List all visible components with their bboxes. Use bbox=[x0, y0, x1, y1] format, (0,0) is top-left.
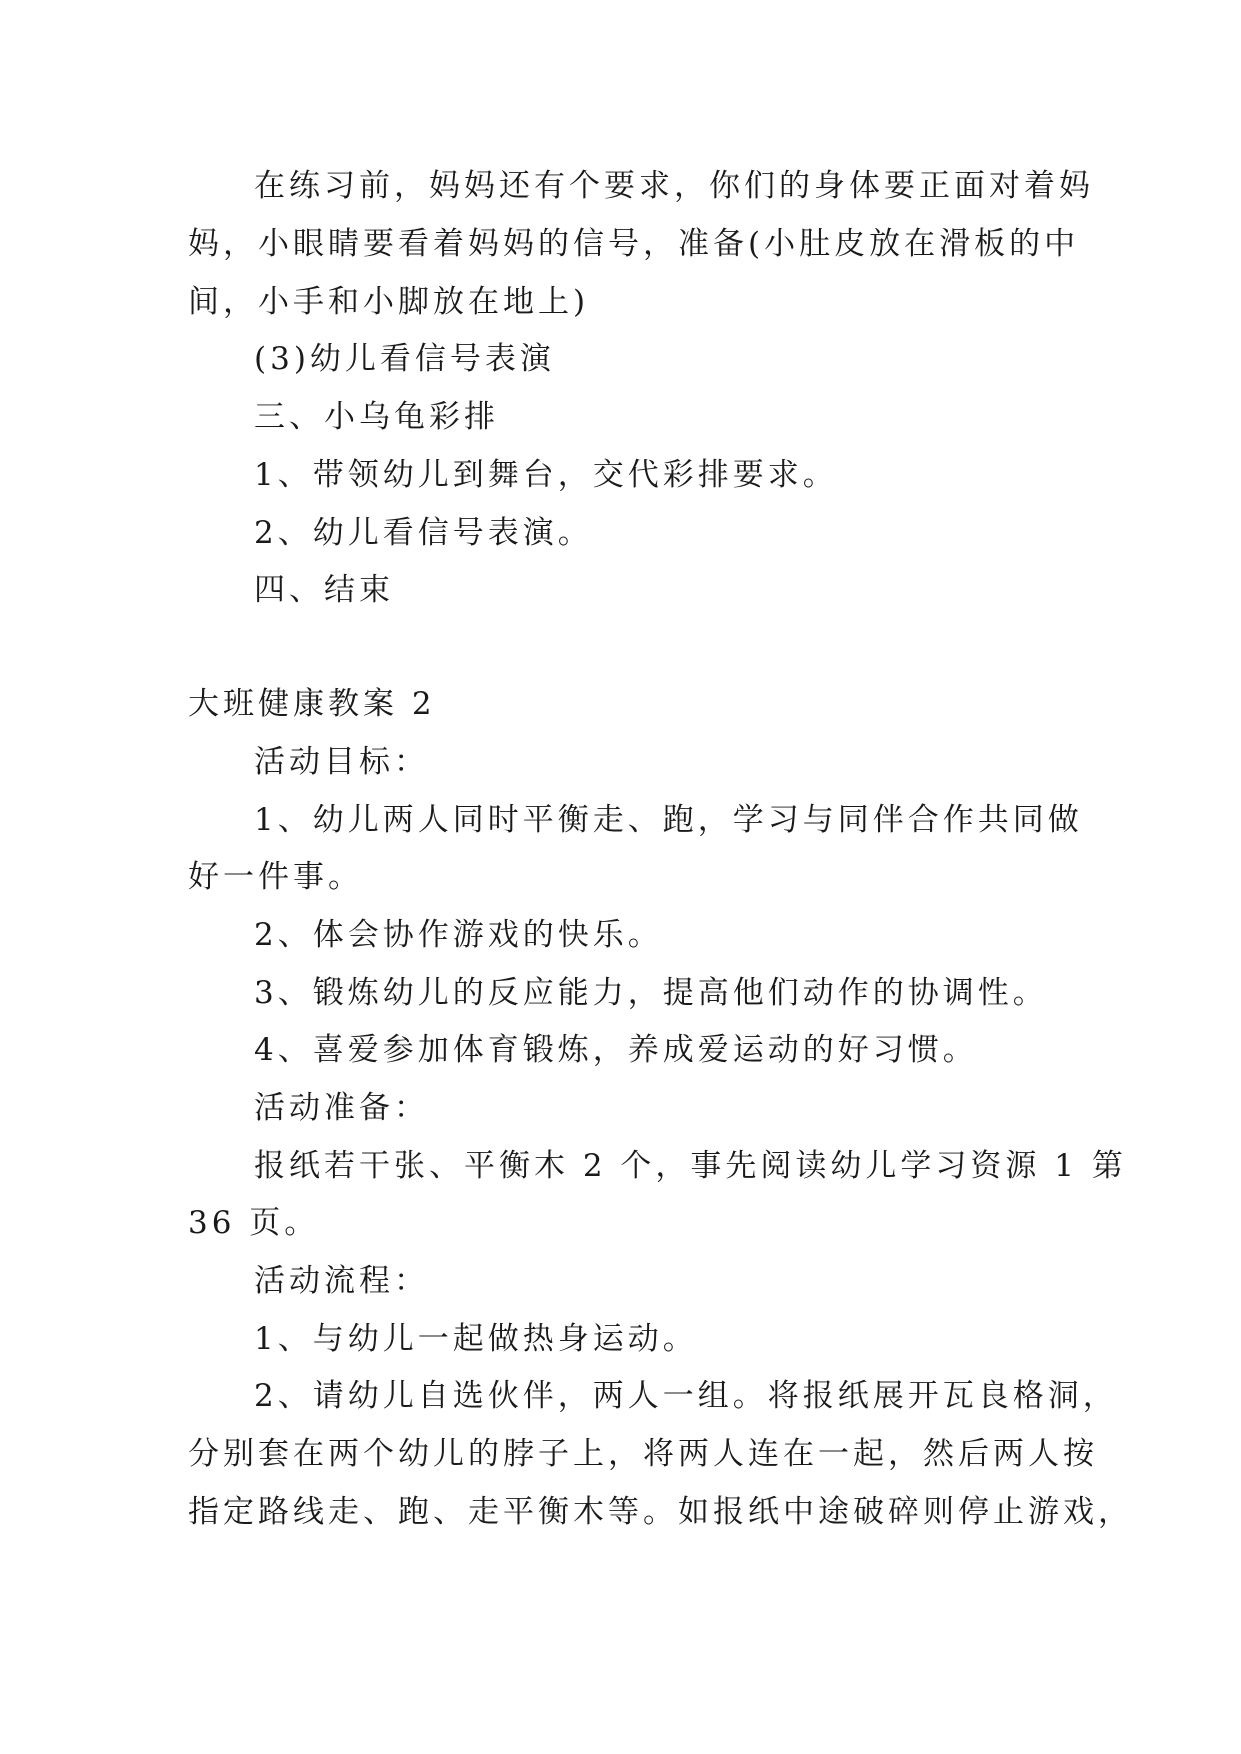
section-heading: 三、小乌龟彩排 bbox=[254, 399, 499, 435]
section-heading: 活动流程： bbox=[254, 1263, 429, 1299]
list-item: 3、锻炼幼儿的反应能力，提高他们动作的协调性。 bbox=[254, 975, 1048, 1011]
list-item: 1、幼儿两人同时平衡走、跑，学习与同伴合作共同做 bbox=[254, 802, 1083, 838]
list-item: 4、喜爱参加体育锻炼，养成爱运动的好习惯。 bbox=[254, 1032, 978, 1068]
paragraph-line: 指定路线走、跑、走平衡木等。如报纸中途破碎则停止游戏， bbox=[188, 1494, 1133, 1530]
paragraph-line: (3)幼儿看信号表演 bbox=[254, 341, 555, 377]
list-item: 1、带领幼儿到舞台，交代彩排要求。 bbox=[254, 457, 838, 493]
list-item: 1、与幼儿一起做热身运动。 bbox=[254, 1321, 698, 1357]
list-item: 2、幼儿看信号表演。 bbox=[254, 515, 593, 551]
list-item: 2、请幼儿自选伙伴，两人一组。将报纸展开瓦良格洞， bbox=[254, 1378, 1118, 1414]
paragraph-line: 报纸若干张、平衡木 2 个，事先阅读幼儿学习资源 1 第 bbox=[254, 1148, 1127, 1184]
section-heading: 活动目标： bbox=[254, 744, 429, 780]
paragraph-line: 间，小手和小脚放在地上) bbox=[188, 284, 590, 320]
document-title: 大班健康教案 2 bbox=[188, 686, 436, 722]
paragraph-line: 36 页。 bbox=[188, 1205, 320, 1241]
paragraph-line: 分别套在两个幼儿的脖子上，将两人连在一起，然后两人按 bbox=[188, 1436, 1098, 1472]
section-heading: 活动准备： bbox=[254, 1090, 429, 1126]
paragraph-line: 妈，小眼睛要看着妈妈的信号，准备(小肚皮放在滑板的中 bbox=[188, 226, 1080, 262]
list-item: 2、体会协作游戏的快乐。 bbox=[254, 917, 663, 953]
section-heading: 四、结束 bbox=[254, 572, 394, 608]
paragraph-line: 在练习前，妈妈还有个要求，你们的身体要正面对着妈 bbox=[254, 168, 1094, 204]
paragraph-line: 好一件事。 bbox=[188, 859, 363, 895]
